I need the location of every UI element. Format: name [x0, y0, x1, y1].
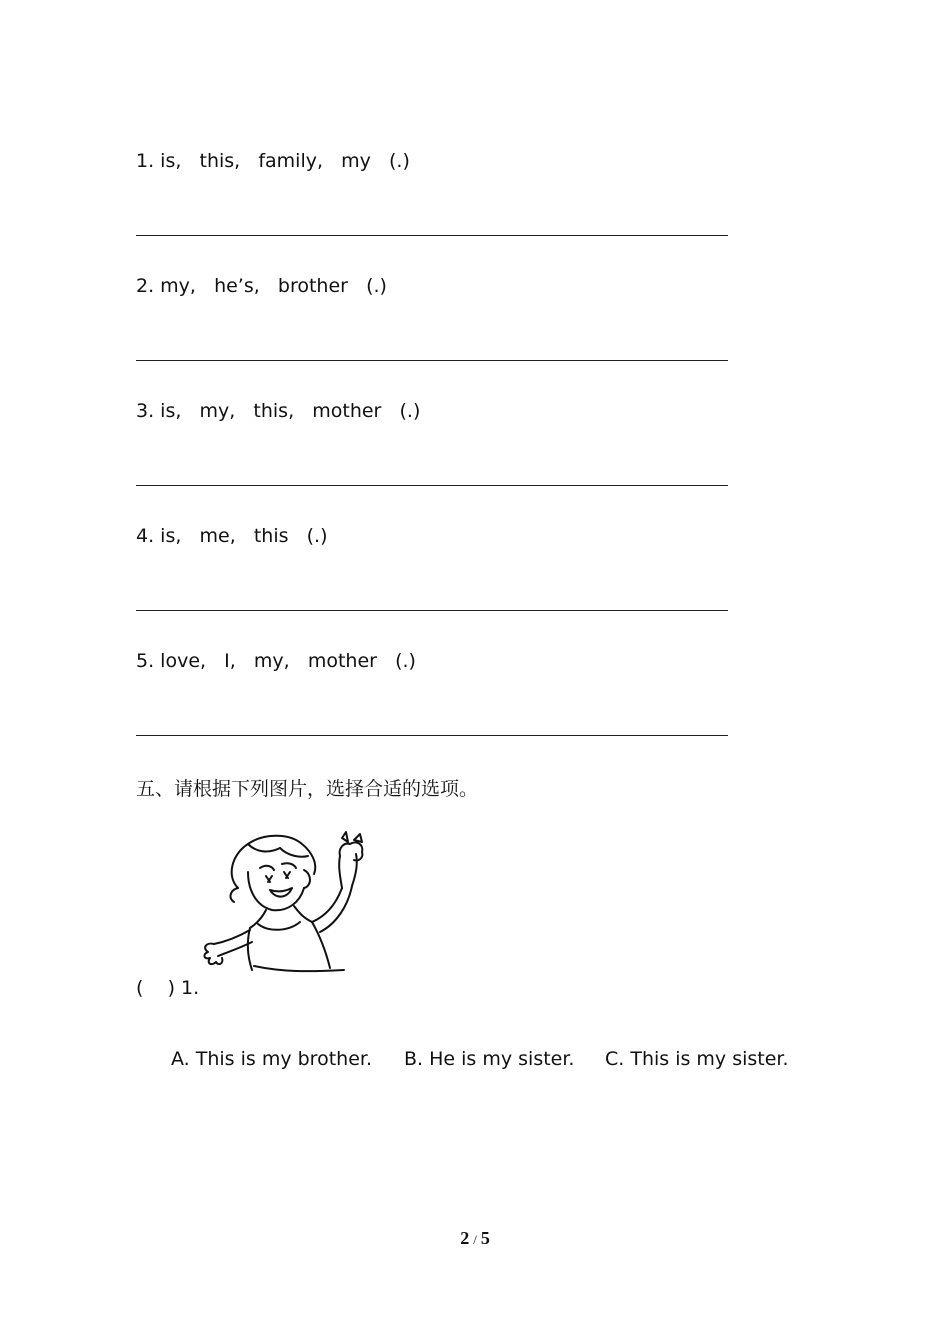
- answer-line-2[interactable]: [136, 360, 728, 361]
- question-5: 5. love, I, my, mother (.): [136, 650, 416, 672]
- answer-line-3[interactable]: [136, 485, 728, 486]
- option-b[interactable]: B. He is my sister.: [404, 1048, 575, 1070]
- question-4: 4. is, me, this (.): [136, 525, 328, 547]
- page-separator: /: [473, 1232, 477, 1247]
- girl-waving-picture: [196, 826, 376, 976]
- option-c[interactable]: C. This is my sister.: [605, 1048, 789, 1070]
- answer-line-1[interactable]: [136, 235, 728, 236]
- question-1: 1. is, this, family, my (.): [136, 150, 410, 172]
- page-number: [0, 1228, 950, 1249]
- answer-line-5[interactable]: [136, 735, 728, 736]
- section-title: 五、请根据下列图片，选择合适的选项。: [136, 778, 479, 800]
- question-3: 3. is, my, this, mother (.): [136, 400, 421, 422]
- page-total: 5: [480, 1228, 490, 1248]
- question-bracket[interactable]: ( ) 1.: [136, 977, 200, 999]
- page-current: 2: [460, 1228, 470, 1248]
- answer-line-4[interactable]: [136, 610, 728, 611]
- question-2: 2. my, he’s, brother (.): [136, 275, 387, 297]
- option-a[interactable]: A. This is my brother.: [171, 1048, 372, 1070]
